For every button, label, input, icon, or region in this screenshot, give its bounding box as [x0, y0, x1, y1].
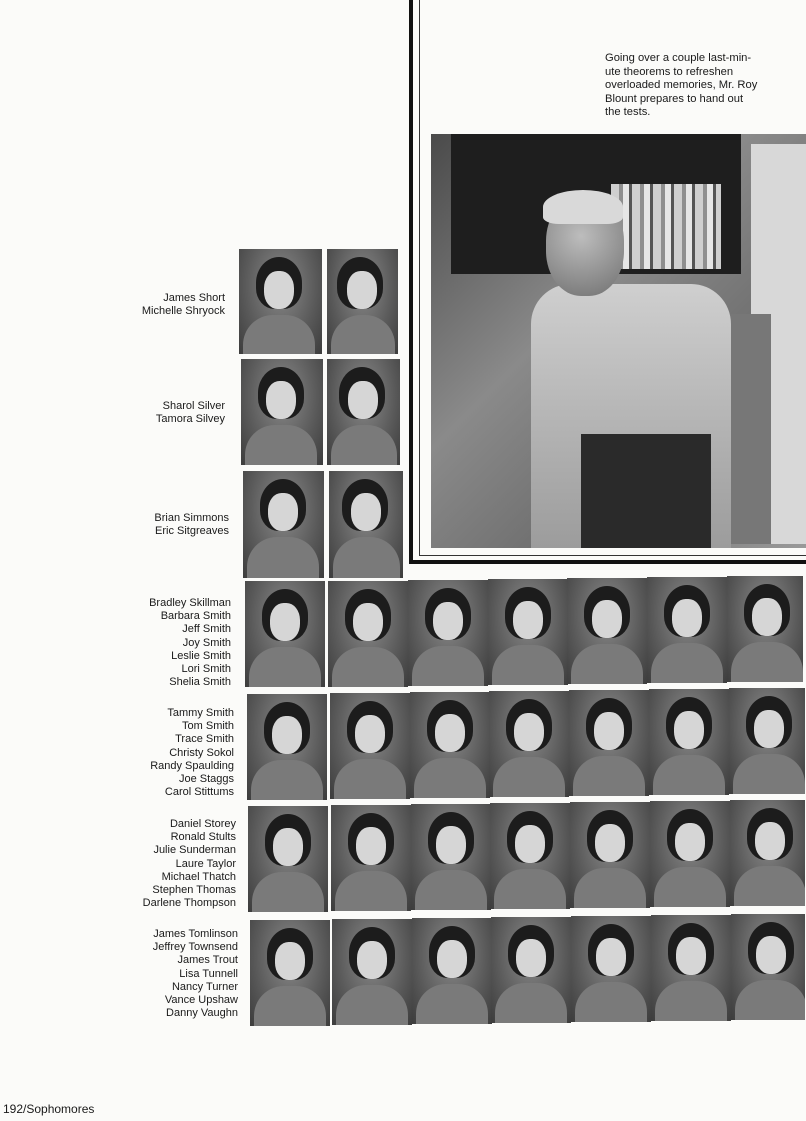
- student-name: Julie Sunderman: [153, 844, 236, 857]
- student-name: Nancy Turner: [171, 980, 238, 993]
- student-name: Lisa Tunnell: [179, 967, 238, 980]
- student-name: Brian Simmons: [154, 512, 229, 524]
- student-name: Darlene Thompson: [142, 897, 236, 910]
- student-name: James Short: [163, 292, 225, 304]
- student-portrait: [408, 580, 488, 686]
- student-portrait: [327, 249, 398, 354]
- student-portrait: [410, 692, 490, 798]
- student-name: Michelle Shryock: [141, 305, 225, 318]
- student-name: Shelia Smith: [169, 676, 231, 689]
- student-portrait: [327, 359, 400, 465]
- student-name: Jeffrey Townsend: [152, 941, 238, 954]
- names-group-4: [149, 597, 231, 689]
- student-portrait: [329, 471, 403, 578]
- student-name: Jeff Smith: [182, 623, 231, 636]
- student-name: James Trout: [177, 954, 238, 967]
- names-group-6: [143, 818, 236, 910]
- student-portrait: [412, 918, 492, 1024]
- student-portrait: [488, 579, 568, 685]
- student-portrait: [250, 920, 330, 1026]
- student-portrait: [651, 915, 731, 1021]
- student-name: Danny Vaughn: [166, 1007, 238, 1020]
- student-name: Sharol Silver: [162, 400, 225, 412]
- teacher-hair: [543, 190, 623, 224]
- student-name: Michael Thatch: [161, 870, 236, 883]
- student-name: Christy Sokol: [169, 746, 234, 759]
- student-name: Eric Sitgreaves: [155, 525, 229, 538]
- student-name: Joe Staggs: [178, 773, 234, 786]
- student-portrait: [649, 689, 729, 795]
- student-name: Carol Stittums: [164, 786, 234, 799]
- student-name: Randy Spaulding: [150, 759, 234, 772]
- student-portrait: [328, 581, 408, 687]
- student-name: Stephen Thomas: [152, 884, 236, 897]
- student-name: Joy Smith: [182, 636, 231, 649]
- student-portrait: [331, 805, 411, 911]
- student-portrait: [730, 800, 805, 906]
- student-portrait: [245, 581, 325, 687]
- student-name: James Tomlinson: [153, 928, 238, 940]
- names-group-5: [150, 707, 234, 799]
- student-portrait: [491, 917, 571, 1023]
- student-name: Trace Smith: [175, 733, 234, 746]
- student-name: Lori Smith: [181, 663, 231, 676]
- student-portrait: [243, 471, 324, 578]
- student-name: Leslie Smith: [171, 649, 231, 662]
- student-portrait: [247, 694, 327, 800]
- names-group-7: [153, 928, 238, 1020]
- student-portrait: [647, 577, 727, 683]
- student-portrait: [727, 576, 803, 682]
- teacher-photo: [431, 134, 806, 548]
- names-group-2: [156, 400, 225, 426]
- student-name: Bradley Skillman: [149, 597, 231, 609]
- student-portrait: [490, 803, 570, 909]
- student-name: Tamora Silvey: [155, 413, 225, 426]
- student-portrait: [411, 804, 491, 910]
- student-name: Daniel Storey: [169, 818, 236, 830]
- student-name: Ronald Stults: [170, 831, 236, 844]
- student-portrait: [569, 690, 649, 796]
- student-name: Laure Taylor: [175, 857, 236, 870]
- student-portrait: [650, 801, 730, 907]
- student-portrait: [570, 802, 650, 908]
- student-portrait: [729, 688, 805, 794]
- student-portrait: [731, 914, 805, 1020]
- student-portrait: [332, 919, 412, 1025]
- names-group-1: [142, 292, 225, 318]
- bookshelf: [611, 184, 721, 269]
- student-portrait: [239, 249, 322, 354]
- page-number-label: 192/Sophomores: [3, 1102, 95, 1116]
- student-portrait: [489, 691, 569, 797]
- teacher-pants: [581, 434, 711, 548]
- names-group-3: [154, 512, 229, 538]
- student-portrait: [241, 359, 323, 465]
- student-portrait: [567, 578, 647, 684]
- photo-caption: Going over a couple last-min- ute theorems to refreshen overloaded memories, Mr. Roy Blount prepares to hand out the tests.: [605, 52, 758, 118]
- student-name: Tom Smith: [182, 720, 234, 733]
- student-portrait: [248, 806, 328, 912]
- student-name: Vance Upshaw: [164, 994, 238, 1007]
- student-portrait: [571, 916, 651, 1022]
- student-name: Barbara Smith: [160, 610, 231, 623]
- student-portrait: [330, 693, 410, 799]
- student-name: Tammy Smith: [167, 707, 234, 719]
